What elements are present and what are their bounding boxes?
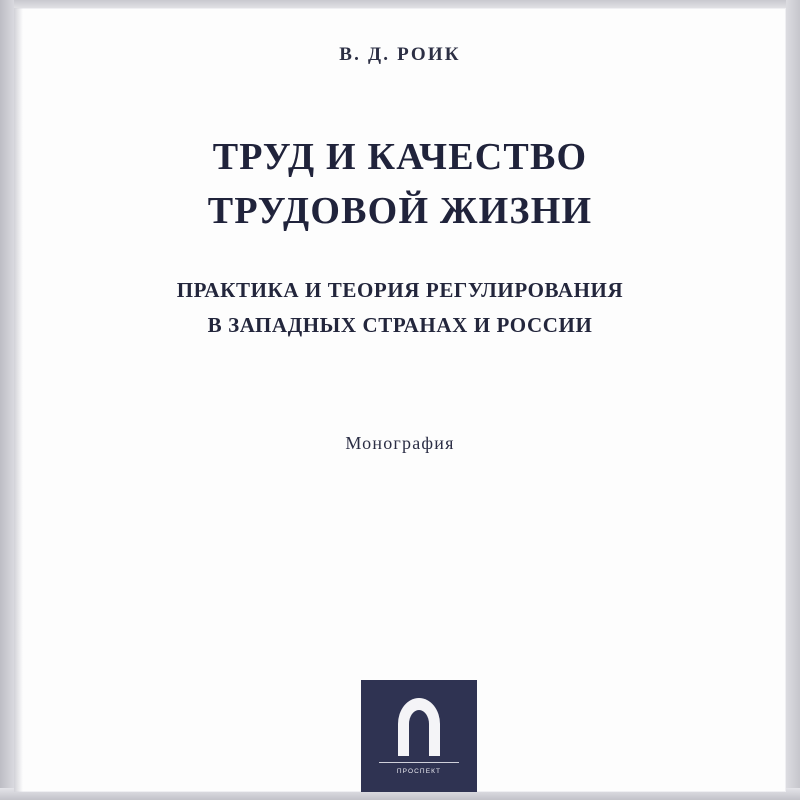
- page-edge-right: [786, 0, 800, 800]
- title-line-2: ТРУДОВОЙ ЖИЗНИ: [207, 190, 593, 232]
- arch-gate-inner-icon: [409, 710, 429, 756]
- logo-divider: [379, 762, 459, 763]
- book-title: [14, 130, 786, 238]
- author-name: В. Д. РОИК: [339, 44, 461, 65]
- arch-gate-icon: [398, 698, 440, 756]
- book-cover: [14, 8, 786, 792]
- spine-shadow: [14, 8, 23, 792]
- publisher-logo: [361, 680, 477, 792]
- subtitle-line-2: В ЗАПАДНЫХ СТРАНАХ И РОССИИ: [207, 313, 593, 337]
- logo-graphic: [361, 680, 477, 792]
- publication-kind: Монография: [345, 433, 455, 453]
- subtitle-line-1: ПРАКТИКА И ТЕОРИЯ РЕГУЛИРОВАНИЯ: [176, 278, 624, 302]
- title-line-1: ТРУД И КАЧЕСТВО: [212, 136, 588, 178]
- publisher-name: ПРОСПЕКТ: [396, 768, 442, 775]
- page-edge-left: [0, 0, 14, 800]
- book-subtitle: [14, 273, 786, 343]
